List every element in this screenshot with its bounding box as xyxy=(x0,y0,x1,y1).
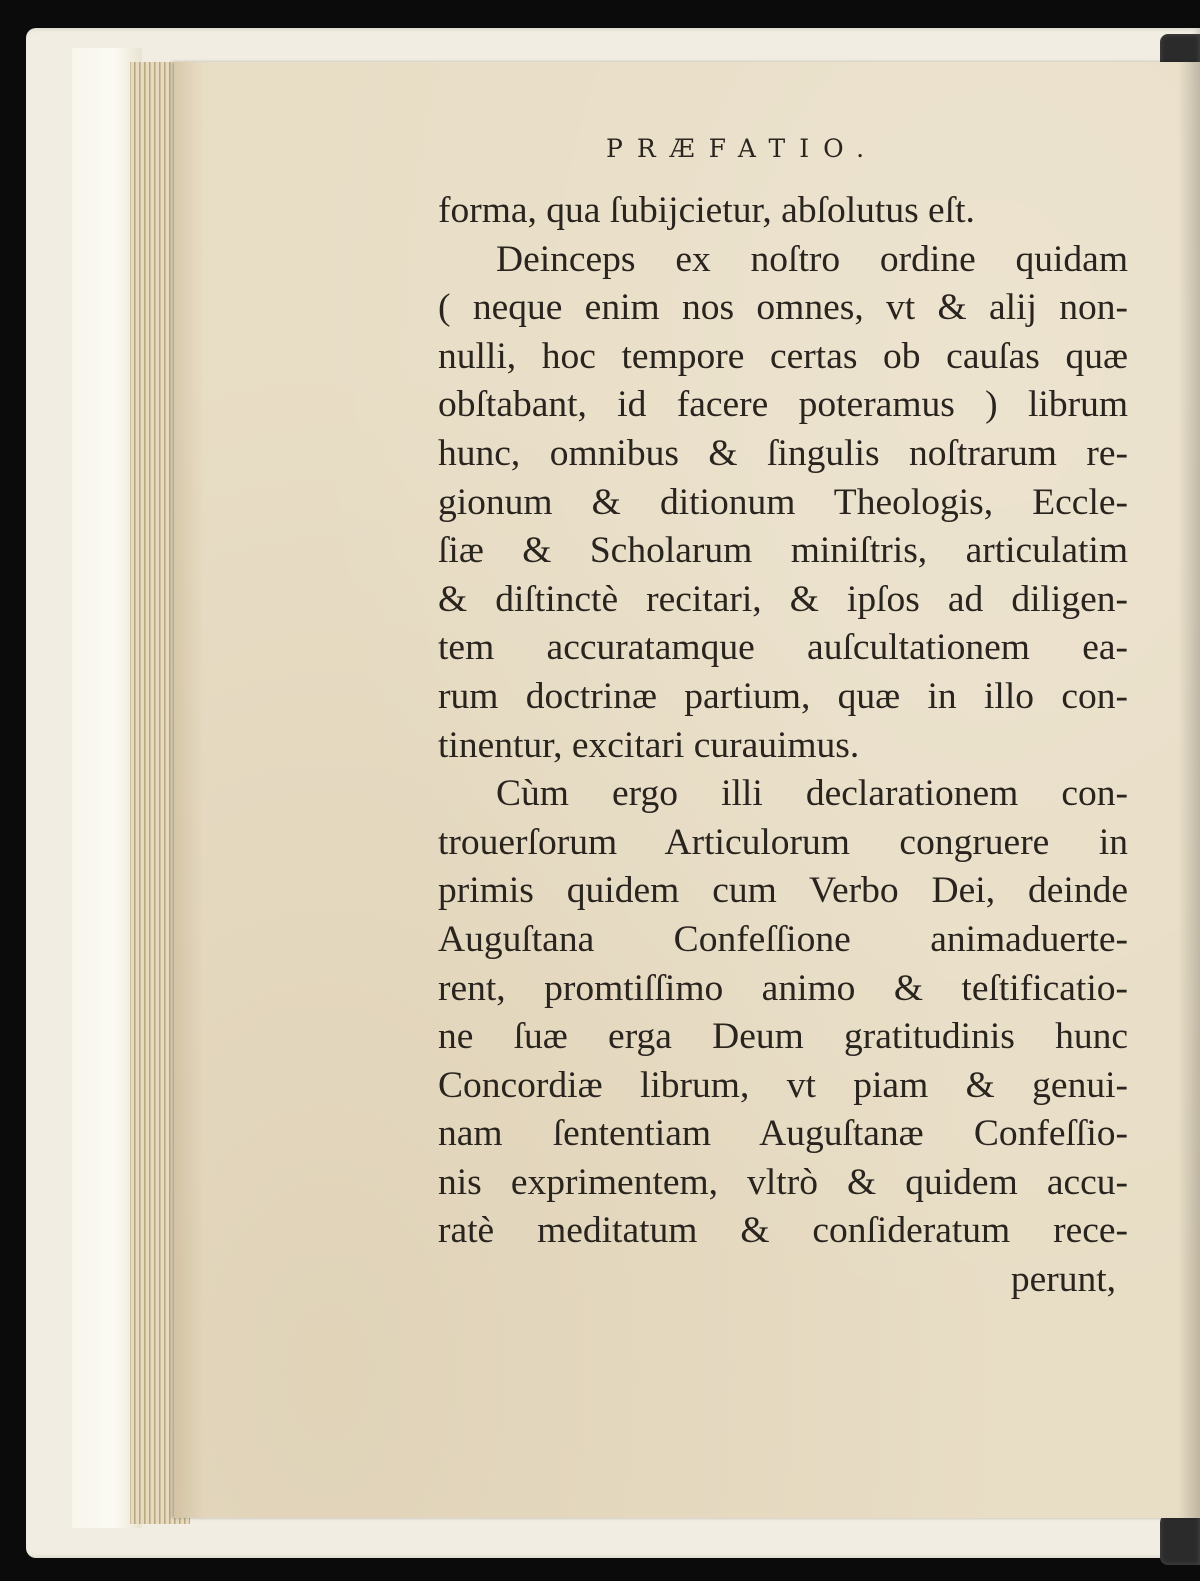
text-line: ſiæ & Scholarum miniſtris, articulatim xyxy=(438,530,1128,572)
text-line: Deinceps ex noſtro ordine quidam xyxy=(496,238,1128,280)
text-line: ne ſuæ erga Deum gratitudinis hunc xyxy=(438,1016,1128,1058)
text-line: Concordiæ librum, vt piam & genui- xyxy=(438,1064,1128,1106)
text-line: nis exprimentem, vltrò & quidem accu- xyxy=(438,1161,1128,1203)
clasp-bottom-icon xyxy=(1160,1513,1200,1565)
text-line: primis quidem cum Verbo Dei, deinde xyxy=(438,870,1128,912)
text-line: Cùm ergo illi declarationem con- xyxy=(496,773,1128,815)
text-line: ratè meditatum & conſideratum rece- xyxy=(438,1210,1128,1252)
body-text xyxy=(438,187,1128,1305)
text-line: rent, promtiſſimo animo & teſtificatio- xyxy=(438,967,1128,1009)
text-line: trouerſorum Articulorum congruere in xyxy=(438,821,1128,863)
text-line: & diſtinctè recitari, & ipſos ad diligen- xyxy=(438,578,1128,620)
text-line: gionum & ditionum Theologis, Eccle- xyxy=(438,481,1128,523)
catchword: perunt, xyxy=(1010,1259,1116,1301)
text-line: ( neque enim nos omnes, vt & alij non- xyxy=(438,287,1128,329)
text-line: rum doctrinæ partium, quæ in illo con- xyxy=(438,675,1128,717)
text-line: Auguſtana Confeſſione animaduerte- xyxy=(438,918,1128,960)
page-shadow xyxy=(1178,62,1200,1518)
text-line: hunc, omnibus & ſingulis noſtrarum re- xyxy=(438,432,1128,474)
text-line: nam ſententiam Auguſtanæ Confeſſio- xyxy=(438,1113,1128,1155)
text-line: tinentur, excitari curauimus. xyxy=(438,724,860,766)
text-line: nulli, hoc tempore certas ob cauſas quæ xyxy=(438,335,1128,377)
text-line: tem accuratamque auſcultationem ea- xyxy=(438,627,1128,669)
running-head: PRÆFATIO. xyxy=(606,134,879,163)
text-line: forma, qua ſubijcietur, abſolutus eſt. xyxy=(438,190,975,231)
text-line: obſtabant, id facere poteramus ) librum xyxy=(438,384,1128,426)
